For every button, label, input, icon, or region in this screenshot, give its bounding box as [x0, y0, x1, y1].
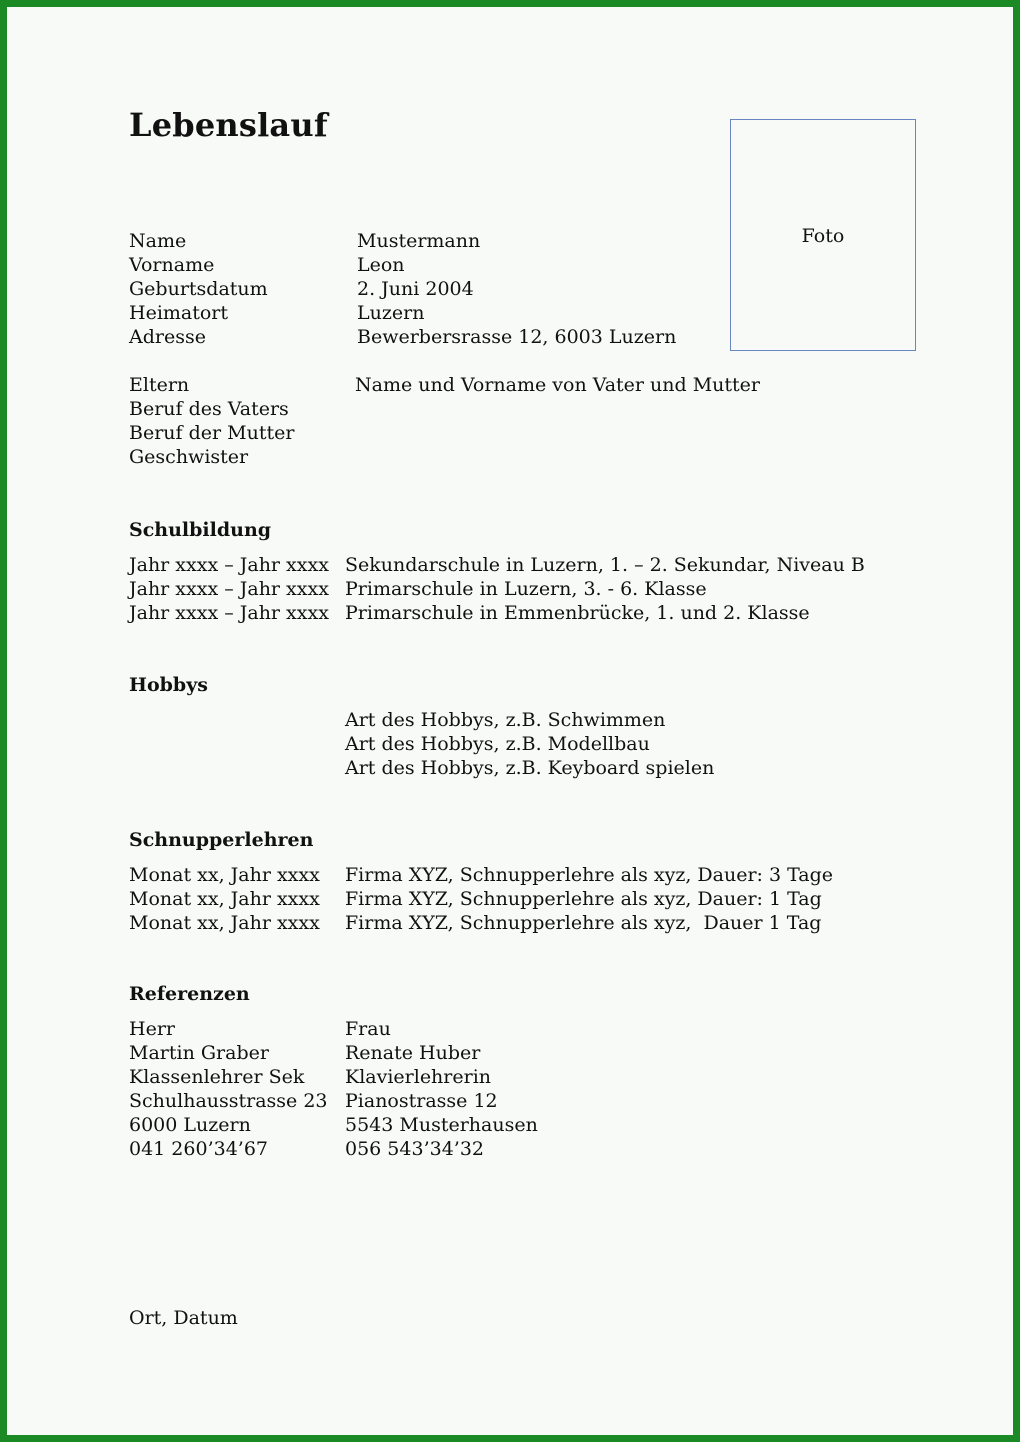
photo-placeholder — [730, 119, 916, 351]
hobby-item: Art des Hobbys, z.B. Modellbau — [345, 733, 650, 755]
reference-left: Klassenlehrer Sek — [129, 1066, 305, 1088]
reference-right: Pianostrasse 12 — [345, 1090, 498, 1112]
field-label: Vorname — [129, 254, 215, 276]
period: Jahr xxxx – Jahr xxxx — [129, 602, 329, 624]
reference-left: Martin Graber — [129, 1042, 269, 1064]
reference-right: Renate Huber — [345, 1042, 481, 1064]
photo-label: Foto — [801, 225, 845, 247]
field-label: Name — [129, 230, 187, 252]
field-value: Bewerbersrasse 12, 6003 Luzern — [357, 326, 677, 348]
field-label: Eltern — [129, 374, 190, 396]
place-date: Ort, Datum — [129, 1307, 238, 1329]
section-title-hobbys: Hobbys — [129, 674, 208, 696]
description: Primarschule in Luzern, 3. - 6. Klasse — [345, 578, 707, 600]
section-title-schnupperlehren: Schnupperlehren — [129, 829, 314, 851]
field-label: Beruf des Vaters — [129, 398, 289, 420]
field-value: Mustermann — [357, 230, 481, 252]
period: Jahr xxxx – Jahr xxxx — [129, 578, 329, 600]
period: Monat xx, Jahr xxxx — [129, 912, 320, 934]
description: Firma XYZ, Schnupperlehre als xyz, Dauer 1 Tag — [345, 912, 822, 934]
page-title: Lebenslauf — [129, 106, 328, 144]
field-value: Leon — [357, 254, 405, 276]
description: Primarschule in Emmenbrücke, 1. und 2. Klasse — [345, 602, 810, 624]
description: Firma XYZ, Schnupperlehre als xyz, Dauer: 3 Tage — [345, 864, 834, 886]
description: Firma XYZ, Schnupperlehre als xyz, Dauer: 1 Tag — [345, 888, 822, 910]
reference-right: Klavierlehrerin — [345, 1066, 492, 1088]
field-label: Geburtsdatum — [129, 278, 268, 300]
reference-right: 5543 Musterhausen — [345, 1114, 538, 1136]
field-label: Geschwister — [129, 446, 249, 468]
reference-left: 041 260’34’67 — [129, 1138, 269, 1160]
field-label: Heimatort — [129, 302, 229, 324]
section-title-schulbildung: Schulbildung — [129, 519, 272, 541]
period: Monat xx, Jahr xxxx — [129, 864, 320, 886]
field-value: Name und Vorname von Vater und Mutter — [355, 374, 761, 396]
reference-right: Frau — [345, 1018, 391, 1040]
period: Monat xx, Jahr xxxx — [129, 888, 320, 910]
reference-left: Schulhausstrasse 23 — [129, 1090, 328, 1112]
field-value: Luzern — [357, 302, 425, 324]
field-label: Adresse — [129, 326, 206, 348]
reference-left: Herr — [129, 1018, 175, 1040]
field-value: 2. Juni 2004 — [357, 278, 474, 300]
period: Jahr xxxx – Jahr xxxx — [129, 554, 329, 576]
section-title-referenzen: Referenzen — [129, 983, 250, 1005]
hobby-item: Art des Hobbys, z.B. Keyboard spielen — [345, 757, 715, 779]
description: Sekundarschule in Luzern, 1. – 2. Sekundar, Niveau B — [345, 554, 865, 576]
field-label: Beruf der Mutter — [129, 422, 295, 444]
reference-left: 6000 Luzern — [129, 1114, 251, 1136]
reference-right: 056 543’34’32 — [345, 1138, 485, 1160]
hobby-item: Art des Hobbys, z.B. Schwimmen — [345, 709, 666, 731]
